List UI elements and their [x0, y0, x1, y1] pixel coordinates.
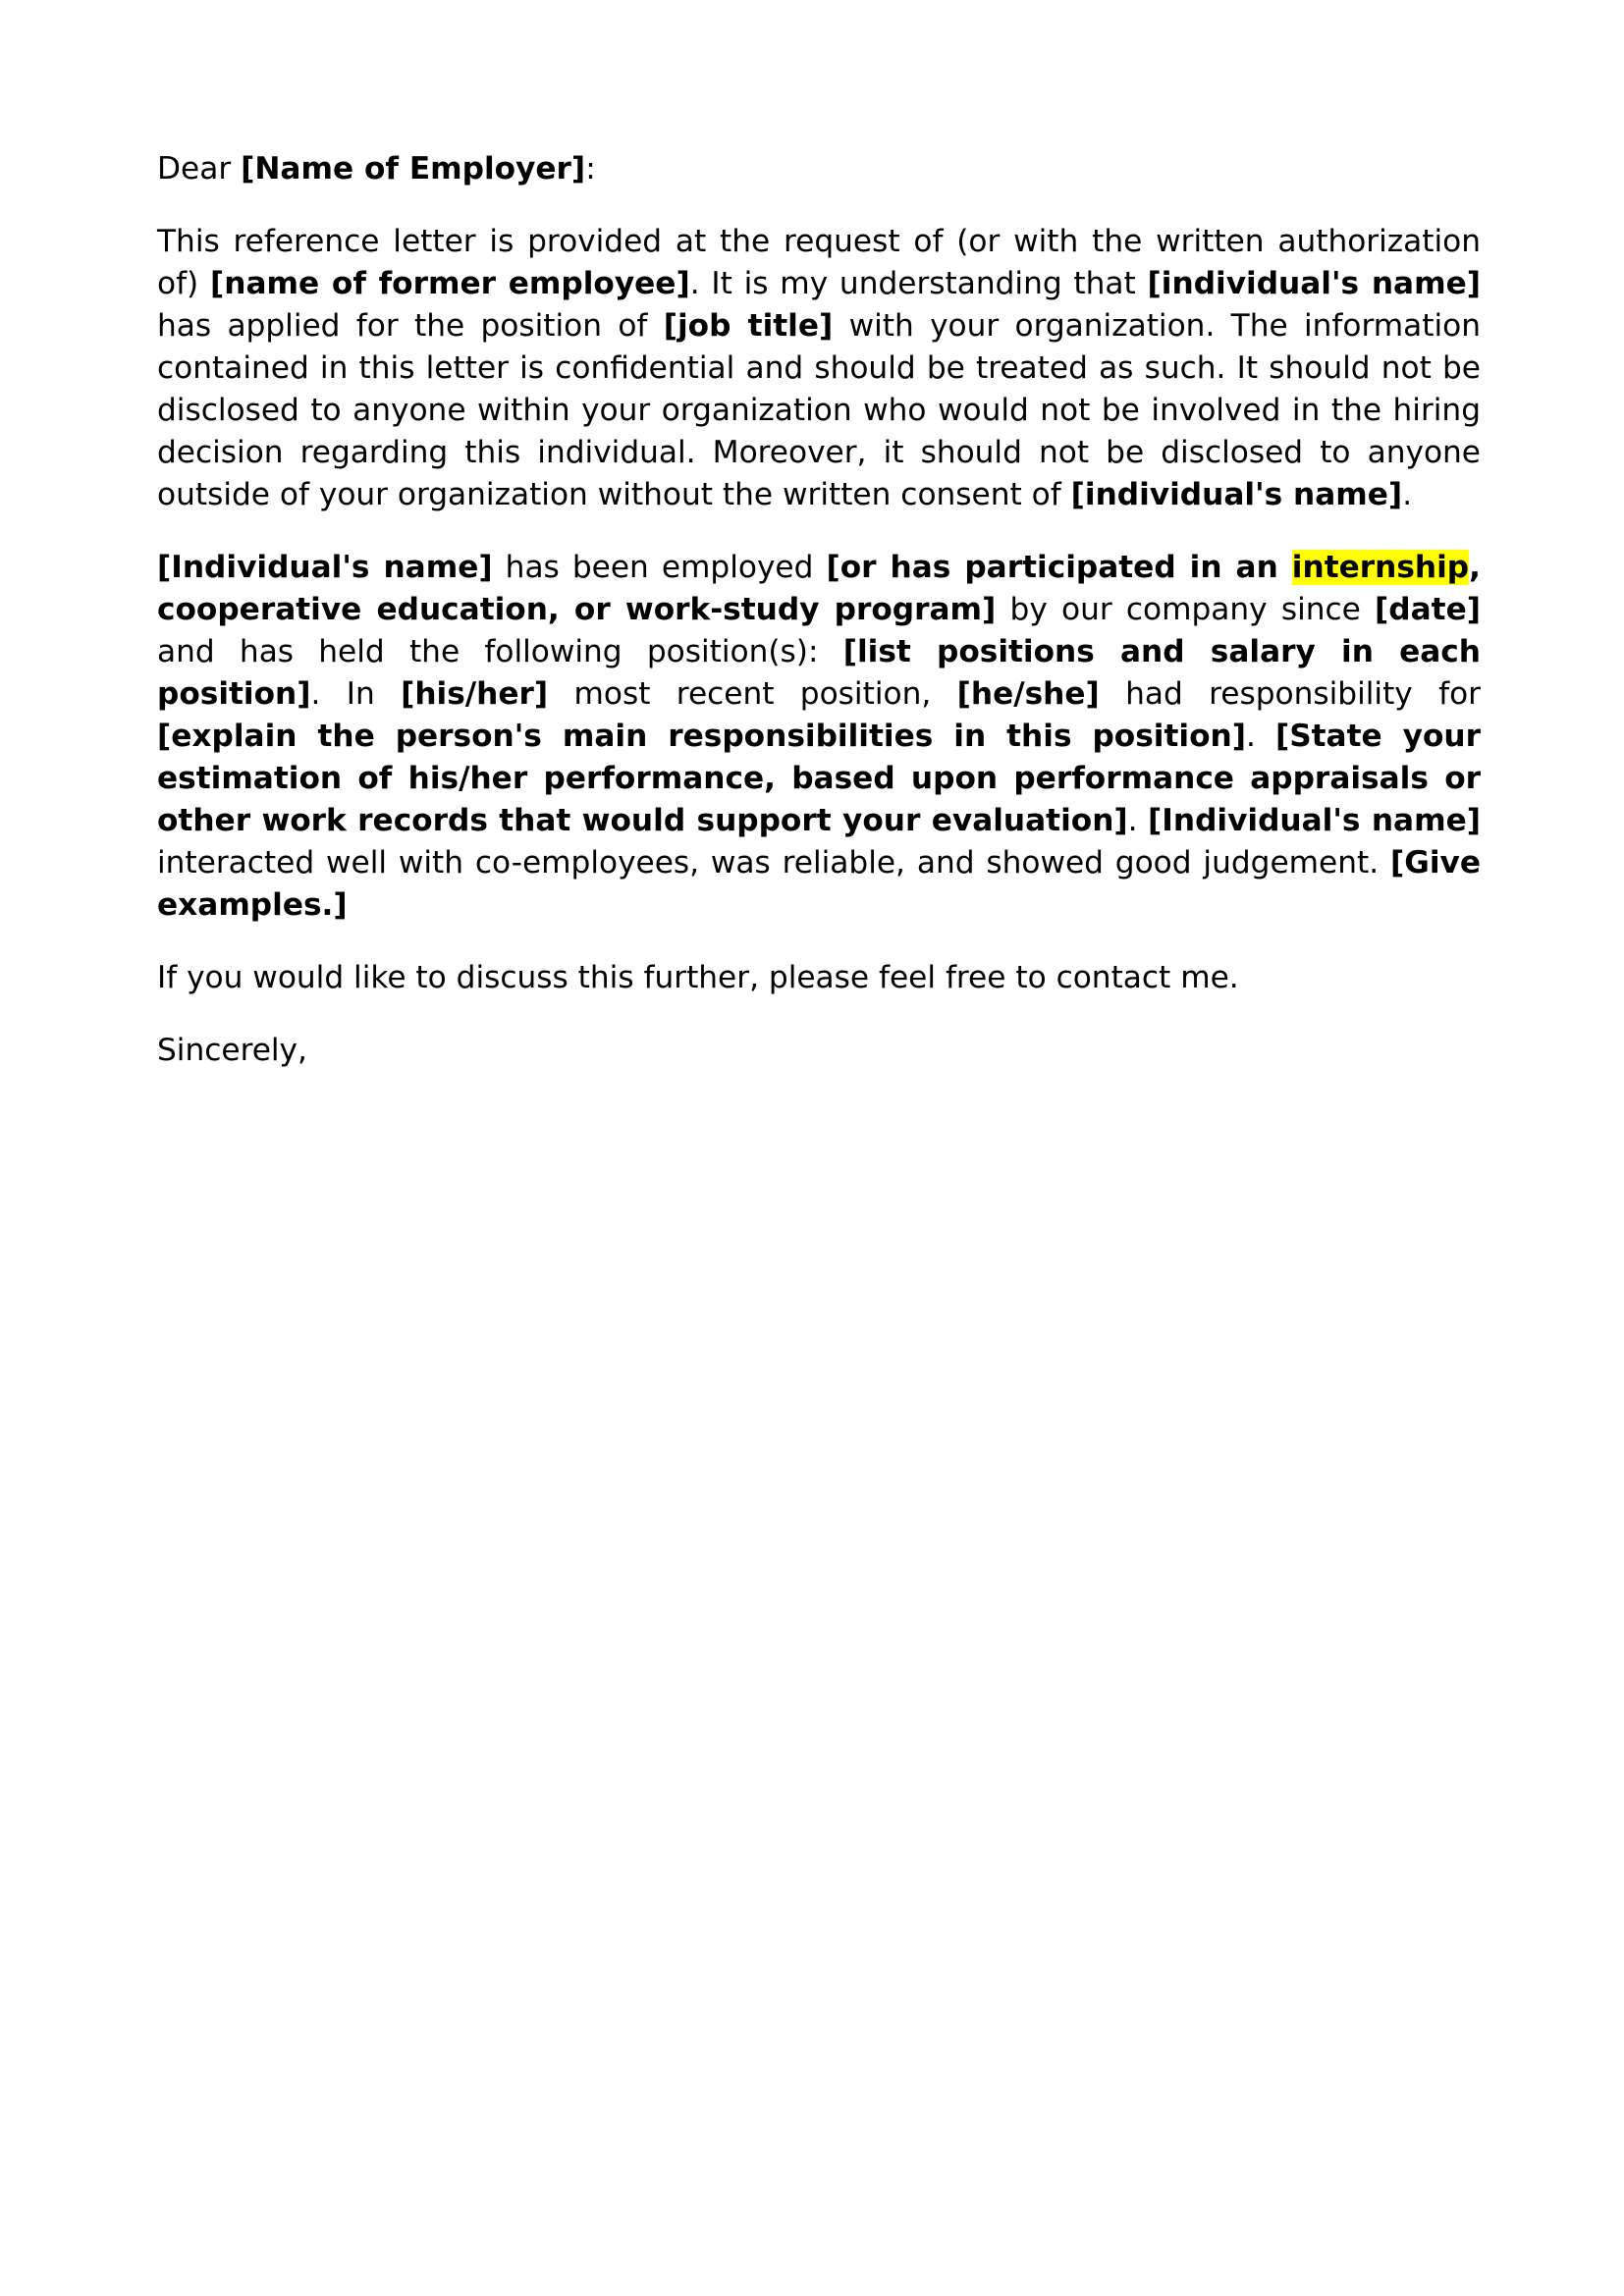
individual-name-placeholder: [Individual's name]: [157, 550, 493, 585]
individual-name-placeholder: [individual's name]: [1147, 266, 1481, 301]
job-title-placeholder: [job title]: [663, 308, 834, 344]
former-employee-placeholder: [name of former employee]: [210, 266, 690, 301]
text-run: . It is my understanding that: [689, 266, 1148, 301]
responsibilities-placeholder: [explain the person's main responsibilities in this position]: [157, 719, 1246, 754]
text-run: has applied for the position of: [157, 308, 664, 344]
text-run: with your organization. The information contained in this letter is confidential and should be treated as such. It should not be disclosed to anyone within your organization who would not be involved in the hiring decision regarding this individual. Moreover, it should not be disclosed to anyone outside of your organization without the written consent of: [157, 308, 1481, 512]
his-her-placeholder: [his/her]: [401, 676, 549, 712]
program-placeholder-start: [or has participated in an: [826, 550, 1292, 585]
text-run: by our company since: [996, 592, 1376, 627]
text-run: .: [1402, 477, 1413, 512]
text-run: .: [1245, 719, 1275, 754]
paragraph-contact: If you would like to discuss this further, please feel free to contact me.: [157, 960, 1239, 995]
positions-placeholder: [list positions and salary in each position]: [157, 634, 1481, 712]
individual-name-placeholder: [individual's name]: [1070, 477, 1403, 512]
performance-placeholder: [State your estimation of his/her performance, based upon performance appraisals or other work records that would support your evaluation]: [157, 719, 1481, 838]
paragraph-employment: [157, 547, 1481, 927]
text-run: most recent position,: [548, 676, 957, 712]
employer-name-placeholder: [Name of Employer]: [241, 151, 586, 187]
salutation-prefix: Dear: [157, 151, 242, 187]
letter-page: [157, 148, 1481, 1102]
salutation-suffix: :: [585, 151, 596, 187]
paragraph-intro: [157, 221, 1481, 516]
closing: Sincerely,: [157, 1033, 307, 1068]
text-run: had responsibility for: [1099, 676, 1481, 712]
date-placeholder: [date]: [1375, 592, 1481, 627]
text-run: interacted well with co-employees, was reliable, and showed good judgement.: [157, 845, 1390, 881]
text-run: .: [1127, 803, 1149, 838]
program-placeholder-end: , cooperative education, or work-study program]: [157, 550, 1481, 627]
text-run: . In: [310, 676, 402, 712]
he-she-placeholder: [he/she]: [956, 676, 1100, 712]
highlighted-internship: internship: [1291, 550, 1470, 585]
examples-placeholder: [Give examples.]: [157, 845, 1481, 923]
salutation: [157, 148, 1481, 190]
text-run: has been employed: [492, 550, 827, 585]
text-run: and has held the following position(s):: [157, 634, 843, 669]
individual-name-placeholder: [Individual's name]: [1148, 803, 1482, 838]
text-run: This reference letter is provided at the request of (or with the written authorization of): [157, 224, 1481, 301]
